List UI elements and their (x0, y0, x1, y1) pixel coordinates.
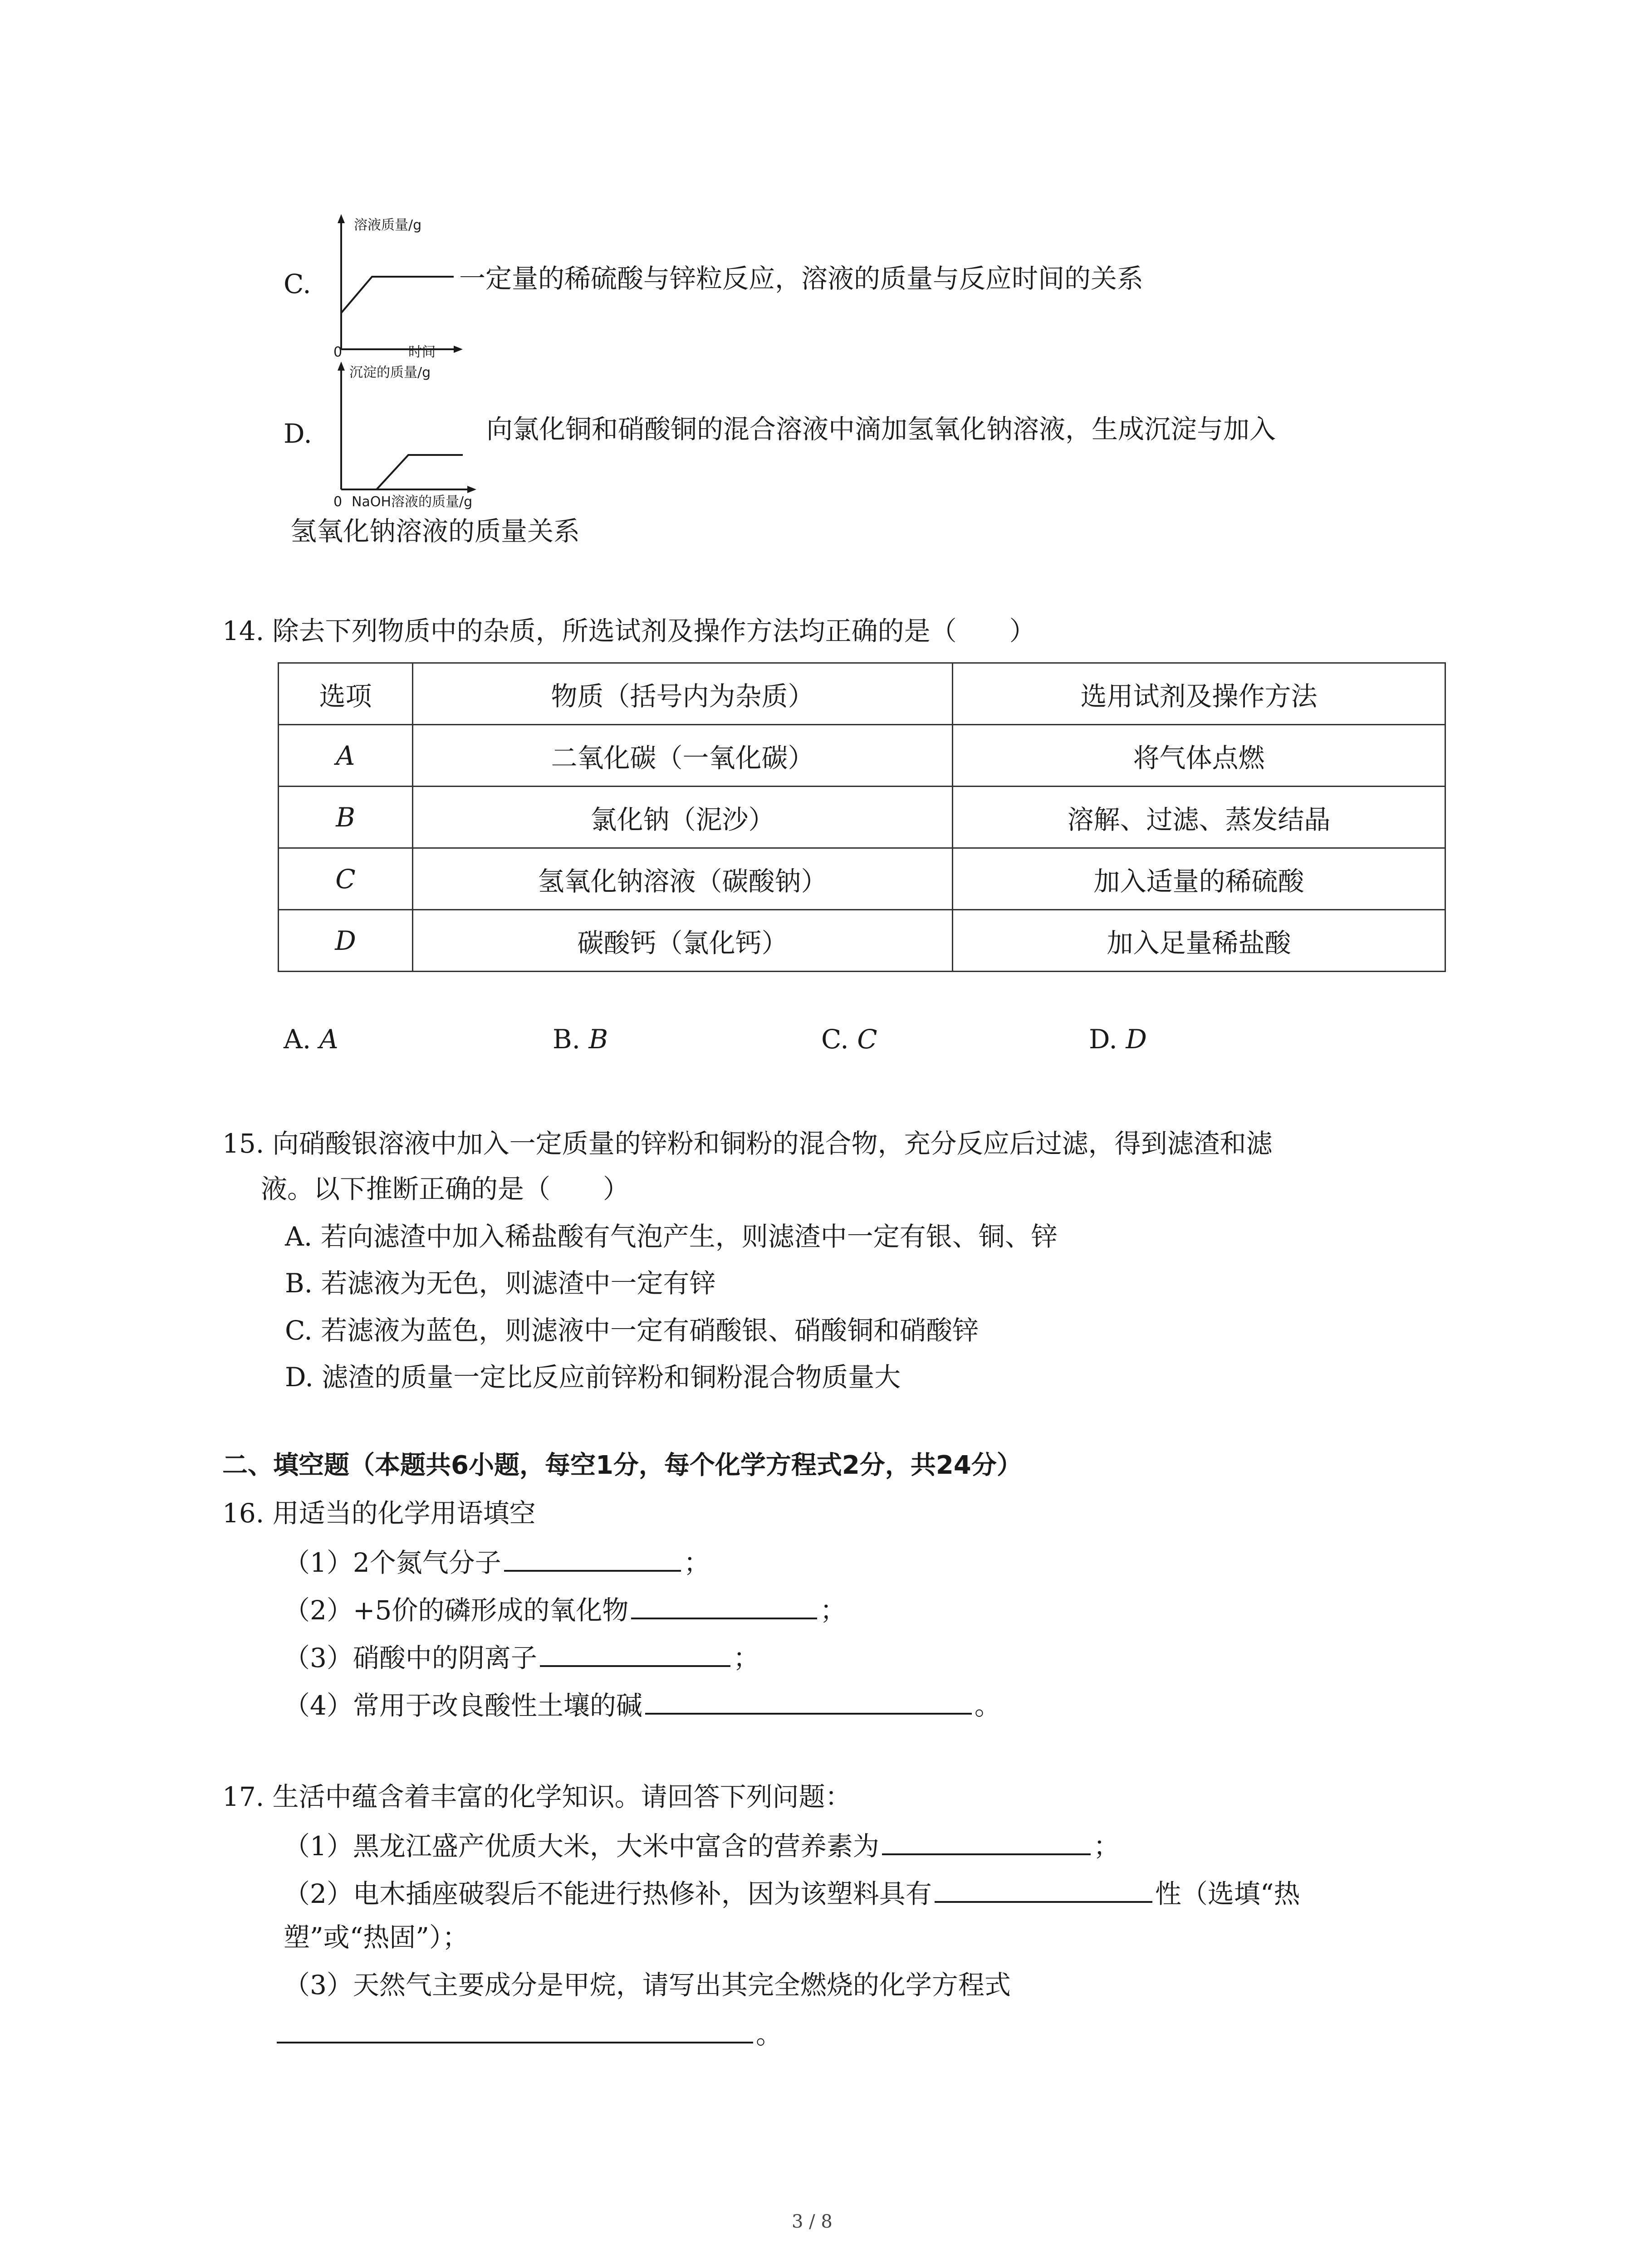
item-text: （4）常用于改良酸性土壤的碱 (284, 1690, 642, 1721)
choice-value: A (319, 1024, 338, 1055)
q13-option-d-xlabel: NaOH溶液的质量/g (352, 494, 473, 510)
choice-value: C (857, 1024, 877, 1055)
q15-option-b[interactable]: B. 若滤液为无色，则滤渣中一定有锌 (285, 1268, 716, 1299)
q15-stem-line2: 液。以下推断正确的是（ ） (261, 1173, 630, 1204)
table-header-row (279, 663, 1445, 725)
table-cell-option: C (279, 848, 413, 910)
q17-stem: 17. 生活中蕴含着丰富的化学知识。请回答下列问题： (222, 1781, 852, 1812)
q17-item-1 (284, 1828, 1120, 1862)
item-text: （2）电木插座破裂后不能进行热修补，因为该塑料具有 (284, 1878, 932, 1909)
q13-option-d-letter: D. (284, 418, 312, 449)
table-cell-method: 将气体点燃 (953, 725, 1445, 787)
q13-option-c-letter: C. (284, 269, 311, 299)
q13-option-d-text-line2: 氢氧化钠溶液的质量关系 (290, 516, 580, 547)
q13-option-d-ylabel: 沉淀的质量/g (349, 365, 431, 381)
answer-blank[interactable] (935, 1876, 1152, 1903)
answer-blank[interactable] (645, 1687, 972, 1715)
item-end: ； (683, 1547, 710, 1578)
item-end: 。 (756, 2019, 783, 2050)
table-header-cell: 选用试剂及操作方法 (953, 663, 1445, 725)
q14-choice-c[interactable] (821, 1023, 877, 1056)
q17-item-2-line2: 塑”或“热固”）； (284, 1922, 469, 1953)
q16-item-2 (284, 1592, 846, 1627)
q14-choice-b[interactable] (553, 1023, 608, 1056)
q17-item-3: （3）天然气主要成分是甲烷，请写出其完全燃烧的化学方程式 (284, 1970, 1011, 2000)
answer-blank[interactable] (882, 1828, 1091, 1855)
table-cell-method: 加入足量稀盐酸 (953, 910, 1445, 972)
table-row (279, 725, 1445, 787)
choice-label: A. (284, 1024, 311, 1055)
section-title: 二、填空题（本题共6小题，每空1分，每个化学方程式2分，共24分） (222, 1451, 1022, 1480)
q17-item-2 (284, 1876, 1300, 1910)
q16-item-1 (284, 1545, 710, 1579)
table-cell-option: D (279, 910, 413, 972)
item-text: （3）硝酸中的阴离子 (284, 1642, 537, 1673)
q14-stem: 14. 除去下列物质中的杂质，所选试剂及操作方法均正确的是（ ） (222, 616, 1036, 646)
answer-blank[interactable] (277, 2016, 753, 2043)
item-end: ； (820, 1595, 847, 1626)
q13-option-c-xlabel: 时间 (408, 344, 436, 360)
choice-label: D. (1089, 1024, 1117, 1055)
q13-option-c-origin: 0 (333, 344, 343, 360)
q15-option-c[interactable]: C. 若滤液为蓝色，则滤液中一定有硝酸银、硝酸铜和硝酸锌 (285, 1315, 979, 1346)
q14-choice-a[interactable] (284, 1023, 338, 1056)
page-number: 3 / 8 (792, 2211, 833, 2232)
q13-option-d-text-line1: 向氯化铜和硝酸铜的混合溶液中滴加氢氧化钠溶液，生成沉淀与加入 (486, 414, 1276, 445)
item-text: （2）+5价的磷形成的氧化物 (284, 1595, 629, 1626)
q14-choice-d[interactable] (1089, 1023, 1147, 1056)
item-end: ； (1093, 1831, 1120, 1862)
answer-blank[interactable] (631, 1592, 817, 1619)
q13-option-c-ylabel: 溶液质量/g (354, 217, 422, 233)
table-row (279, 787, 1445, 848)
table-header-cell: 物质（括号内为杂质） (413, 663, 953, 725)
table-cell-option: A (279, 725, 413, 787)
choice-label: C. (821, 1024, 849, 1055)
choice-value: D (1126, 1024, 1147, 1055)
item-end: ； (733, 1642, 759, 1673)
table-header-cell: 选项 (279, 663, 413, 725)
table-row (279, 848, 1445, 910)
q13-option-d-origin: 0 (333, 494, 343, 510)
item-end: 性（选填“热 (1155, 1878, 1300, 1909)
table-cell-substance: 氢氧化钠溶液（碳酸钠） (413, 848, 953, 910)
table-cell-substance: 氯化钠（泥沙） (413, 787, 953, 848)
item-text: （1）黑龙江盛产优质大米，大米中富含的营养素为 (284, 1831, 879, 1862)
table-cell-substance: 二氧化碳（一氧化碳） (413, 725, 953, 787)
table-cell-method: 加入适量的稀硫酸 (953, 848, 1445, 910)
q15-option-a[interactable]: A. 若向滤渣中加入稀盐酸有气泡产生，则滤渣中一定有银、铜、锌 (285, 1221, 1058, 1252)
table-cell-substance: 碳酸钙（氯化钙） (413, 910, 953, 972)
choice-value: B (588, 1024, 608, 1055)
table-row (279, 910, 1445, 972)
table-cell-method: 溶解、过滤、蒸发结晶 (953, 787, 1445, 848)
q15-option-d[interactable]: D. 滤渣的质量一定比反应前锌粉和铜粉混合物质量大 (285, 1362, 901, 1393)
choice-label: B. (553, 1024, 581, 1055)
q16-item-3 (284, 1640, 759, 1674)
q16-stem: 16. 用适当的化学用语填空 (222, 1498, 536, 1529)
q17-item-3-answer-line (277, 2016, 782, 2051)
answer-blank[interactable] (540, 1640, 730, 1667)
table-cell-option: B (279, 787, 413, 848)
q13-option-d-graph (318, 361, 490, 506)
q15-stem-line1: 15. 向硝酸银溶液中加入一定质量的锌粉和铜粉的混合物，充分反应后过滤，得到滤渣和滤 (222, 1128, 1273, 1159)
item-end: 。 (974, 1690, 1001, 1721)
answer-blank[interactable] (504, 1545, 681, 1572)
q14-options-table (278, 662, 1446, 972)
item-text: （1）2个氮气分子 (284, 1547, 501, 1578)
q13-option-c-text: 一定量的稀硫酸与锌粒反应，溶液的质量与反应时间的关系 (459, 263, 1144, 294)
q16-item-4 (284, 1687, 1001, 1722)
